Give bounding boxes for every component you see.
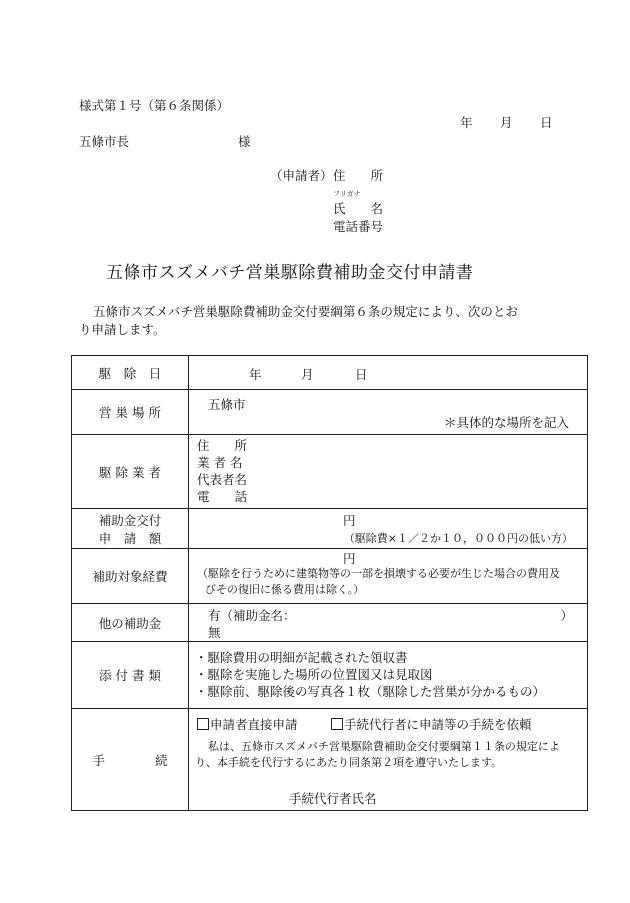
other-subsidy-close-paren: ） bbox=[560, 608, 573, 623]
extermination-year-label: 年 bbox=[249, 367, 262, 382]
applicant-address-label: 住 所 bbox=[333, 168, 384, 183]
date-year-label: 年 bbox=[460, 115, 473, 130]
attachment-item-location-map: ・駆除を実施した場所の位置図又は見取図 bbox=[195, 667, 433, 682]
document-title: 五條市スズメバチ営巣駆除費補助金交付申請書 bbox=[106, 263, 474, 283]
procedure-direct-checkbox[interactable] bbox=[197, 718, 209, 730]
procedure-option-direct[interactable] bbox=[197, 715, 298, 733]
form-number: 様式第１号（第６条関係） bbox=[79, 98, 230, 113]
eligible-expenses-label: 補助対象経費 bbox=[72, 549, 189, 604]
attachment-item-photos: ・駆除前、駆除後の写真各１枚（駆除した営巣が分かるもの） bbox=[195, 684, 546, 699]
grant-amount-note: （駆除費×１／２か１０，０００円の低い方） bbox=[343, 532, 573, 545]
row-grant-amount bbox=[72, 509, 588, 549]
date-month-label: 月 bbox=[500, 115, 513, 130]
row-other-subsidy bbox=[72, 604, 588, 642]
other-subsidy-label: 他の補助金 bbox=[72, 604, 189, 642]
procedure-direct-label: 申請者直接申請 bbox=[210, 717, 298, 732]
row-attachments bbox=[72, 642, 588, 709]
attachment-item-receipt: ・駆除費用の明細が記載された領収書 bbox=[195, 650, 408, 665]
applicant-phone-label: 電話番号 bbox=[333, 219, 384, 234]
row-procedure bbox=[72, 709, 588, 811]
grant-amount-label-line-1: 補助金交付 bbox=[98, 512, 162, 528]
nest-location-note: ＊具体的な場所を記入 bbox=[443, 415, 569, 430]
procedure-text-1: 私は、五條市スズメバチ営巣駆除費補助金交付要綱第１１条の規定によ bbox=[208, 740, 560, 753]
contractor-field[interactable] bbox=[189, 435, 588, 509]
other-subsidy-no: 無 bbox=[208, 625, 221, 640]
contractor-address-label: 住 所 bbox=[197, 438, 248, 453]
nest-location-city: 五條市 bbox=[208, 397, 246, 412]
eligible-expenses-note-2: びその復旧に係る費用は除く。） bbox=[205, 583, 365, 596]
addressee: 五條市長 bbox=[79, 134, 130, 149]
eligible-expenses-note-1: （駆除を行うために建築物等の一部を損壊する必要が生じた場合の費用及 bbox=[197, 567, 560, 580]
procedure-label: 手 続 bbox=[72, 709, 189, 811]
intro-line-2: り申請します。 bbox=[79, 322, 166, 337]
extermination-day-label: 日 bbox=[355, 367, 368, 382]
contractor-label: 駆 除 業 者 bbox=[72, 435, 189, 509]
contractor-company-label: 業 者 名 bbox=[197, 455, 243, 470]
addressee-honorific: 様 bbox=[238, 134, 251, 149]
grant-amount-label bbox=[72, 509, 189, 549]
row-eligible-expenses bbox=[72, 549, 588, 604]
attachments-label: 添 付 書 類 bbox=[72, 642, 189, 709]
extermination-date-field[interactable] bbox=[189, 356, 588, 390]
date-day-label: 日 bbox=[540, 115, 553, 130]
nest-location-field[interactable] bbox=[189, 390, 588, 435]
contractor-phone-label: 電 話 bbox=[197, 489, 248, 504]
other-subsidy-yes: 有（補助金名： bbox=[208, 608, 296, 623]
applicant-furigana-label: フリガナ bbox=[333, 190, 361, 198]
eligible-expenses-field[interactable] bbox=[189, 549, 588, 604]
application-table bbox=[71, 355, 588, 811]
procedure-option-agent[interactable] bbox=[331, 715, 532, 733]
grant-amount-field[interactable] bbox=[189, 509, 588, 549]
other-subsidy-field[interactable] bbox=[189, 604, 588, 642]
applicant-label: （申請者） bbox=[270, 168, 333, 183]
attachments-field bbox=[189, 642, 588, 709]
procedure-field bbox=[189, 709, 588, 811]
procedure-agent-label: 手続代行者に申請等の手続を依頼 bbox=[344, 717, 532, 732]
nest-location-label: 営 巣 場 所 bbox=[72, 390, 189, 435]
grant-amount-label-line-2: 申 請 額 bbox=[98, 530, 162, 546]
eligible-expenses-yen: 円 bbox=[343, 551, 356, 566]
row-nest-location bbox=[72, 390, 588, 435]
extermination-date-label: 駆 除 日 bbox=[72, 356, 189, 390]
row-extermination-date bbox=[72, 356, 588, 390]
procedure-agent-checkbox[interactable] bbox=[331, 718, 343, 730]
applicant-name-label: 氏 名 bbox=[333, 201, 384, 216]
procedure-agent-name-label: 手続代行者氏名 bbox=[289, 791, 377, 806]
extermination-month-label: 月 bbox=[301, 367, 314, 382]
procedure-text-2: り、本手続を代行するにあたり同条第２項を遵守いたします。 bbox=[195, 756, 503, 769]
row-contractor bbox=[72, 435, 588, 509]
contractor-rep-label: 代表者名 bbox=[197, 472, 248, 487]
grant-amount-yen: 円 bbox=[343, 513, 356, 528]
intro-line-1: 五條市スズメバチ営巣駆除費補助金交付要綱第６条の規定により、次のとお bbox=[93, 304, 518, 319]
